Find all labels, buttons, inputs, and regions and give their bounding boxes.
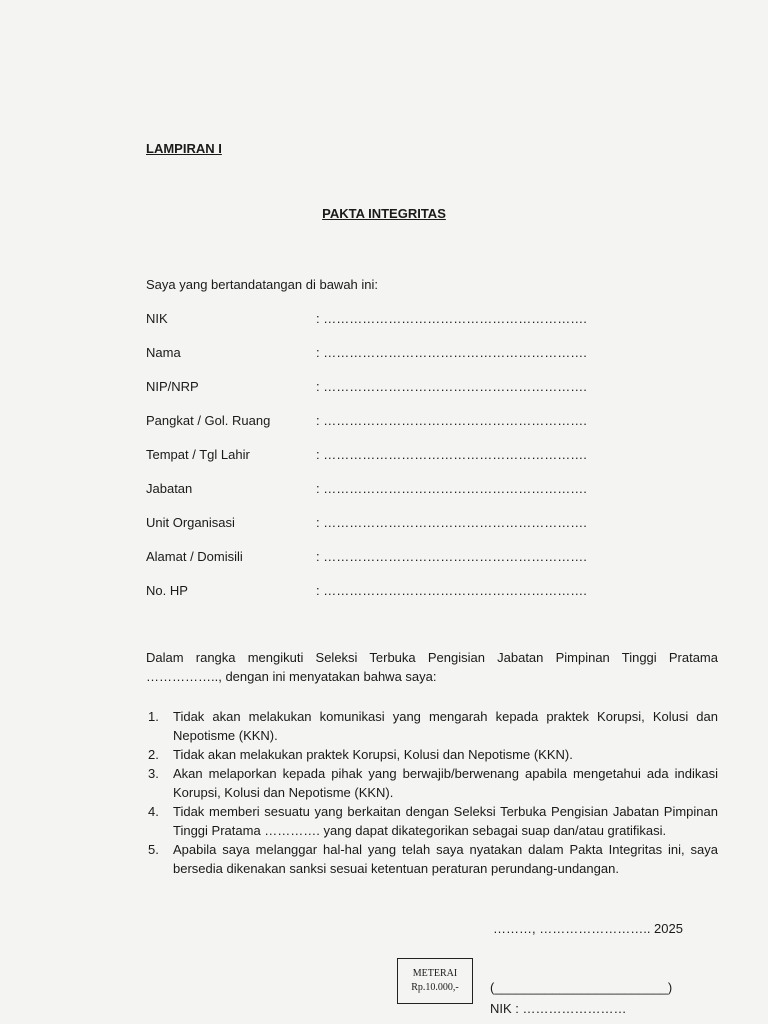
- list-item: [146, 840, 718, 878]
- meterai-stamp-box: [397, 958, 473, 1004]
- list-text: Tidak akan melakukan komunikasi yang mengarah kepada praktek Korupsi, Kolusi dan Nepotisme (KKN).: [173, 709, 718, 743]
- field-label: NIP/NRP: [146, 379, 199, 394]
- field-blank: : …………………………………………………….: [316, 549, 587, 564]
- statement-paragraph: Dalam rangka mengikuti Seleksi Terbuka Pengisian Jabatan Pimpinan Tinggi Pratama …………….., dengan ini menyatakan bahwa saya:: [146, 650, 718, 684]
- field-no-hp: [146, 583, 626, 601]
- document-title: PAKTA INTEGRITAS: [322, 206, 446, 221]
- field-nip-nrp: [146, 379, 626, 397]
- field-nik: [146, 311, 626, 329]
- field-blank: : …………………………………………………….: [316, 379, 587, 394]
- field-label: Nama: [146, 345, 181, 360]
- field-label: Alamat / Domisili: [146, 549, 243, 564]
- field-label: No. HP: [146, 583, 188, 598]
- field-blank: : …………………………………………………….: [316, 311, 587, 326]
- signature-name-line: (________________________): [490, 980, 673, 995]
- list-number: 5.: [148, 842, 159, 857]
- stamp-label: METERAI: [412, 968, 458, 979]
- list-text: Apabila saya melanggar hal-hal yang telah saya nyatakan dalam Pakta Integritas ini, saya bersedia dikenakan sanksi sesuai ketentuan peraturan perundang-undangan.: [173, 842, 718, 876]
- field-pangkat: [146, 413, 626, 431]
- list-item: [146, 802, 718, 840]
- field-blank: : …………………………………………………….: [316, 515, 587, 530]
- field-alamat: [146, 549, 626, 567]
- field-blank: : …………………………………………………….: [316, 413, 587, 428]
- stamp-value: Rp.10.000,-: [411, 982, 459, 993]
- intro-text: Saya yang bertandatangan di bawah ini:: [146, 277, 379, 292]
- list-text: Tidak memberi sesuatu yang berkaitan dengan Seleksi Terbuka Pengisian Jabatan Pimpinan Tinggi Pratama …………. yang dapat dikategorikan sebagai suap dan/atau gratifikasi.: [173, 804, 718, 838]
- field-label: Jabatan: [146, 481, 193, 496]
- field-jabatan: [146, 481, 626, 499]
- list-item: [146, 707, 718, 745]
- field-blank: : …………………………………………………….: [316, 481, 587, 496]
- list-number: 2.: [148, 747, 159, 762]
- list-number: 1.: [148, 709, 159, 724]
- field-unit-organisasi: [146, 515, 626, 533]
- field-nama: [146, 345, 626, 363]
- field-label: Pangkat / Gol. Ruang: [146, 413, 271, 428]
- list-text: Akan melaporkan kepada pihak yang berwajib/berwenang apabila mengetahui ada indikasi Korupsi, Kolusi dan Nepotisme (KKN).: [173, 766, 718, 800]
- list-item: [146, 745, 718, 764]
- list-item: [146, 764, 718, 802]
- field-blank: : …………………………………………………….: [316, 345, 587, 360]
- list-number: 4.: [148, 804, 159, 819]
- date-line: ………, …………………….. 2025: [493, 921, 683, 936]
- field-label: Unit Organisasi: [146, 515, 235, 530]
- lampiran-heading: LAMPIRAN I: [146, 141, 222, 156]
- field-label: Tempat / Tgl Lahir: [146, 447, 250, 462]
- field-blank: : …………………………………………………….: [316, 447, 587, 462]
- field-blank: : …………………………………………………….: [316, 583, 587, 598]
- field-tempat-tgl-lahir: [146, 447, 626, 465]
- list-number: 3.: [148, 766, 159, 781]
- statement-list: [146, 707, 718, 878]
- list-text: Tidak akan melakukan praktek Korupsi, Kolusi dan Nepotisme (KKN).: [173, 747, 573, 762]
- field-label: NIK: [146, 311, 168, 326]
- signature-nik: NIK : ……………………: [490, 1001, 627, 1016]
